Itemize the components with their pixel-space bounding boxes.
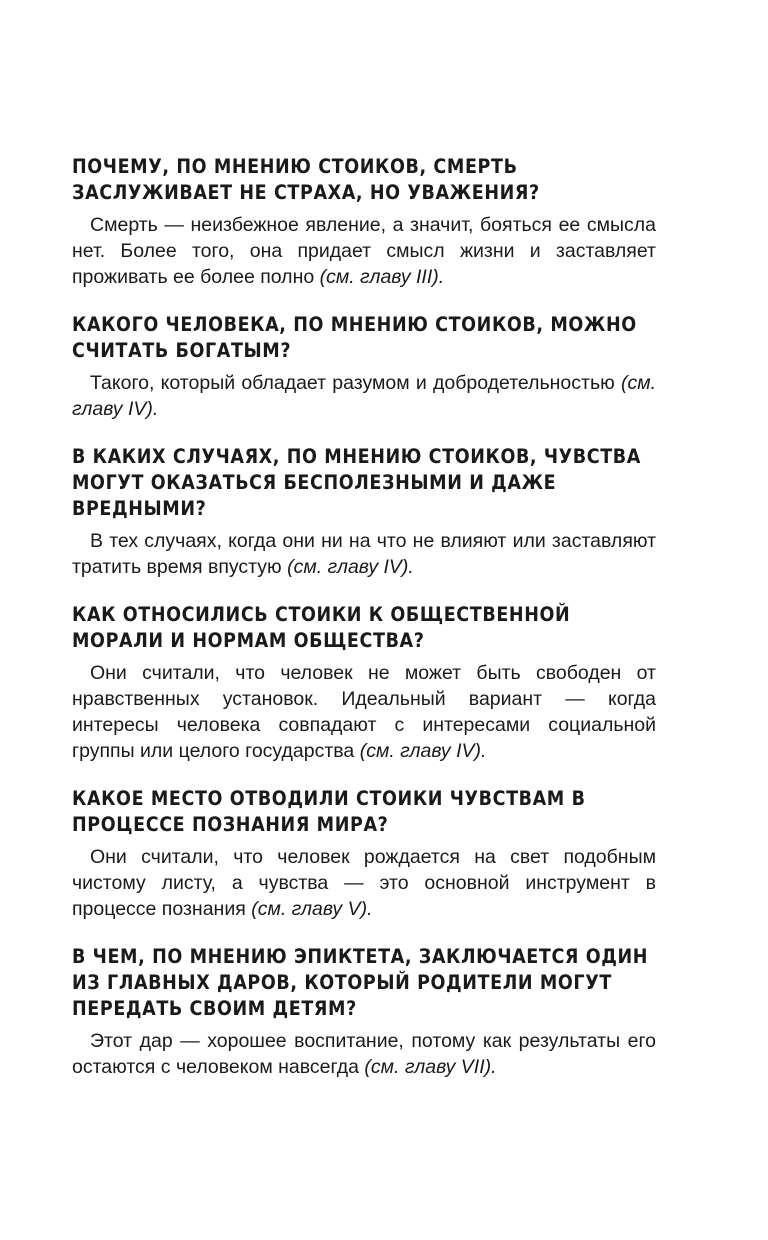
answer-text [72,370,656,422]
chapter-reference: (см. главу III). [319,266,445,288]
chapter-reference: (см. главу IV). [72,372,657,420]
answer-text [72,660,656,764]
chapter-reference: (см. главу IV). [287,556,414,578]
answer-body: Они считали, что человек не может быть свободен от нравственных установок. Идеальный вариант — когда интересы человека совпадают с интересами социальной группы или целого государства [72,662,656,762]
question-heading: КАКОЕ МЕСТО ОТВОДИЛИ СТОИКИ ЧУВСТВАМ В ПРОЦЕССЕ ПОЗНАНИЯ МИРА? [72,787,586,836]
qa-item [72,312,656,422]
answer-body: В тех случаях, когда они ни на что не влияют или заставляют тратить время впустую [72,530,656,578]
answer-body: Такого, который обладает разумом и добродетельностью [90,372,615,394]
chapter-reference: (см. главу VII). [364,1056,497,1078]
chapter-reference: (см. главу V). [251,898,373,920]
qa-item [72,786,656,922]
qa-item [72,602,656,764]
question-heading: В ЧЕМ, ПО МНЕНИЮ ЭПИКТЕТА, ЗАКЛЮЧАЕТСЯ ОДИН ИЗ ГЛАВНЫХ ДАРОВ, КОТОРЫЙ РОДИТЕЛИ МОГУТ ПЕРЕДАТЬ СВОИМ ДЕТЯМ? [72,945,649,1020]
qa-item [72,444,656,580]
answer-text [72,528,656,580]
chapter-reference: (см. главу IV). [359,740,487,762]
question-heading: В КАКИХ СЛУЧАЯХ, ПО МНЕНИЮ СТОИКОВ, ЧУВСТВА МОГУТ ОКАЗАТЬСЯ БЕСПОЛЕЗНЫМИ И ДАЖЕ ВРЕДНЫМИ? [72,445,641,520]
qa-item [72,944,656,1080]
qa-item [72,154,656,290]
question-heading: КАК ОТНОСИЛИСЬ СТОИКИ К ОБЩЕСТВЕННОЙ МОРАЛИ И НОРМАМ ОБЩЕСТВА? [72,603,571,652]
answer-text [72,212,656,290]
answer-text [72,844,656,922]
answer-body: Этот дар — хорошее воспитание, потому как результаты его остаются с человеком навсегда [72,1030,656,1078]
answer-body: Смерть — неизбежное явление, а значит, бояться ее смысла нет. Более того, она придает смысл жизни и заставляет проживать ее более полно [72,214,656,288]
answer-text [72,1028,656,1080]
answer-body: Они считали, что человек рождается на свет подобным чистому листу, а чувства — это основной инструмент в процессе познания [72,846,656,920]
question-heading: ПОЧЕМУ, ПО МНЕНИЮ СТОИКОВ, СМЕРТЬ ЗАСЛУЖИВАЕТ НЕ СТРАХА, НО УВАЖЕНИЯ? [72,155,540,204]
question-heading: КАКОГО ЧЕЛОВЕКА, ПО МНЕНИЮ СТОИКОВ, МОЖНО СЧИТАТЬ БОГАТЫМ? [72,313,637,362]
page-content [72,154,656,1102]
